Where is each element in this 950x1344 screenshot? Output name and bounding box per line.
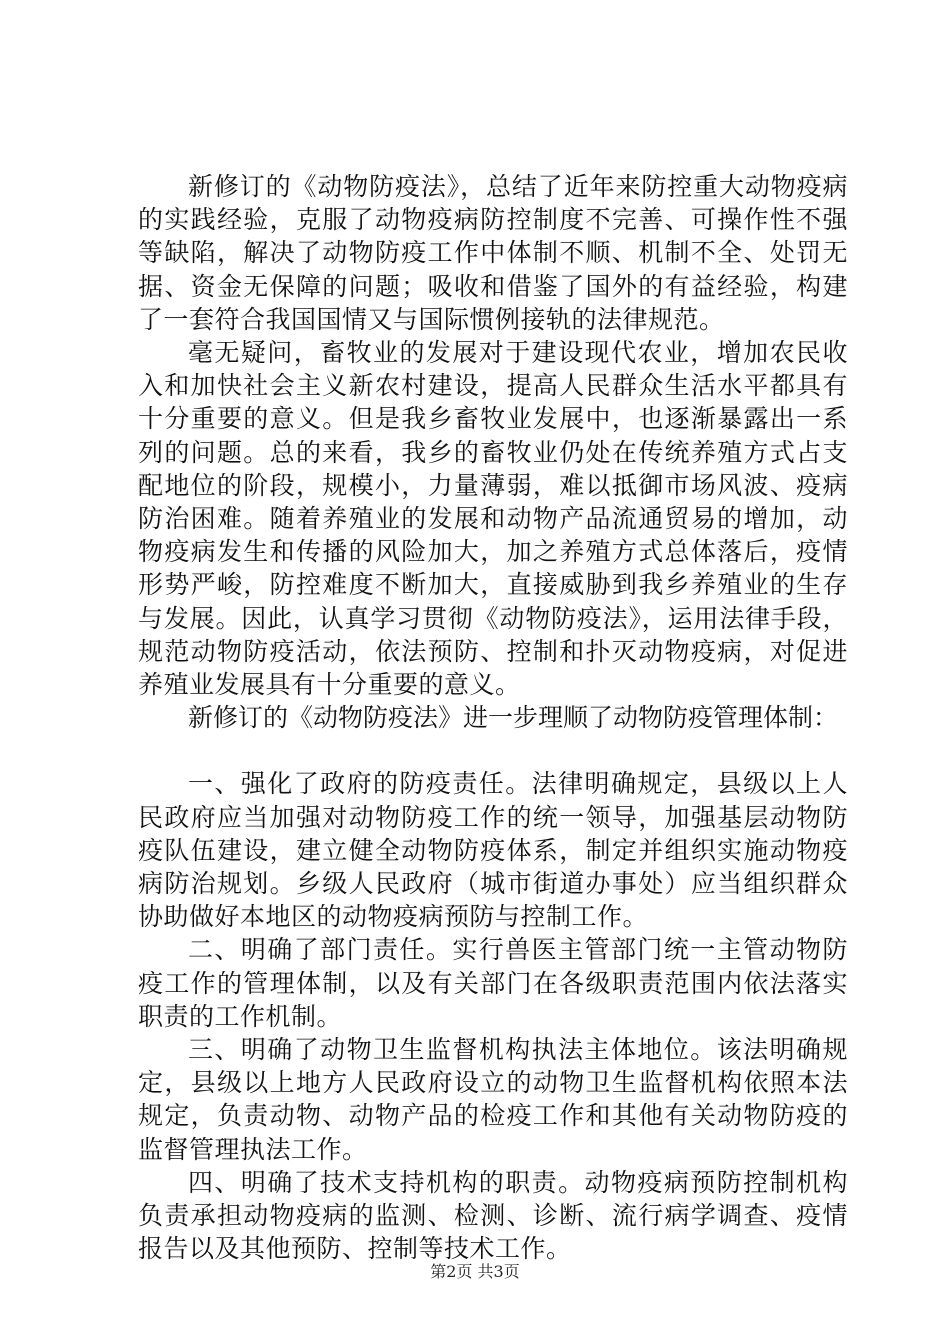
paragraph-management-system-intro: 新修订的《动物防疫法》进一步理顺了动物防疫管理体制： xyxy=(188,703,839,733)
paragraph-point-four: 四、明确了技术支持机构的职责。动物疫病预防控制机构负责承担动物疫病的监测、检测、诊断、流行病学调查、疫情报告以及其他预防、控制等技术工作。 xyxy=(138,1167,848,1264)
paragraph-livestock-significance: 毫无疑问，畜牧业的发展对于建设现代农业，增加农民收入和加快社会主义新农村建设，提高人民群众生活水平都具有十分重要的意义。但是我乡畜牧业发展中，也逐渐暴露出一系列的问题。总的来看，我乡的畜牧业仍处在传统养殖方式占支配地位的阶段，规模小，力量薄弱，难以抵御市场风波、疫病防治困难。随着养殖业的发展和动物产品流通贸易的增加，动物疫病发生和传播的风险加大，加之养殖方式总体落后，疫情形势严峻，防控难度不断加大，直接威胁到我乡养殖业的生存与发展。因此，认真学习贯彻《动物防疫法》，运用法律手段，规范动物防疫活动，依法预防、控制和扑灭动物疫病，对促进养殖业发展具有十分重要的意义。 xyxy=(138,338,848,700)
paragraph-law-summary: 新修订的《动物防疫法》，总结了近年来防控重大动物疫病的实践经验，克服了动物疫病防控制度不完善、可操作性不强等缺陷，解决了动物防疫工作中体制不顺、机制不全、处罚无据、资金无保障的问题；吸收和借鉴了国外的有益经验，构建了一套符合我国国情又与国际惯例接轨的法律规范。 xyxy=(138,172,848,334)
paragraph-point-three: 三、明确了动物卫生监督机构执法主体地位。该法明确规定，县级以上地方人民政府设立的动物卫生监督机构依照本法规定，负责动物、动物产品的检疫工作和其他有关动物防疫的监督管理执法工作。 xyxy=(138,1035,848,1164)
page-number-footer: 第2页 共3页 xyxy=(430,1262,520,1281)
document-body xyxy=(138,170,848,1266)
paragraph-point-one: 一、强化了政府的防疫责任。法律明确规定，县级以上人民政府应当加强对动物防疫工作的统一领导，加强基层动物防疫队伍建设，建立健全动物防疫体系，制定并组织实施动物疫病防治规划。乡级人民政府（城市街道办事处）应当组织群众协助做好本地区的动物疫病预防与控制工作。 xyxy=(138,769,848,932)
paragraph-point-two: 二、明确了部门责任。实行兽医主管部门统一主管动物防疫工作的管理体制，以及有关部门在各级职责范围内依法落实职责的工作机制。 xyxy=(138,935,848,1031)
blank-line xyxy=(138,734,848,767)
